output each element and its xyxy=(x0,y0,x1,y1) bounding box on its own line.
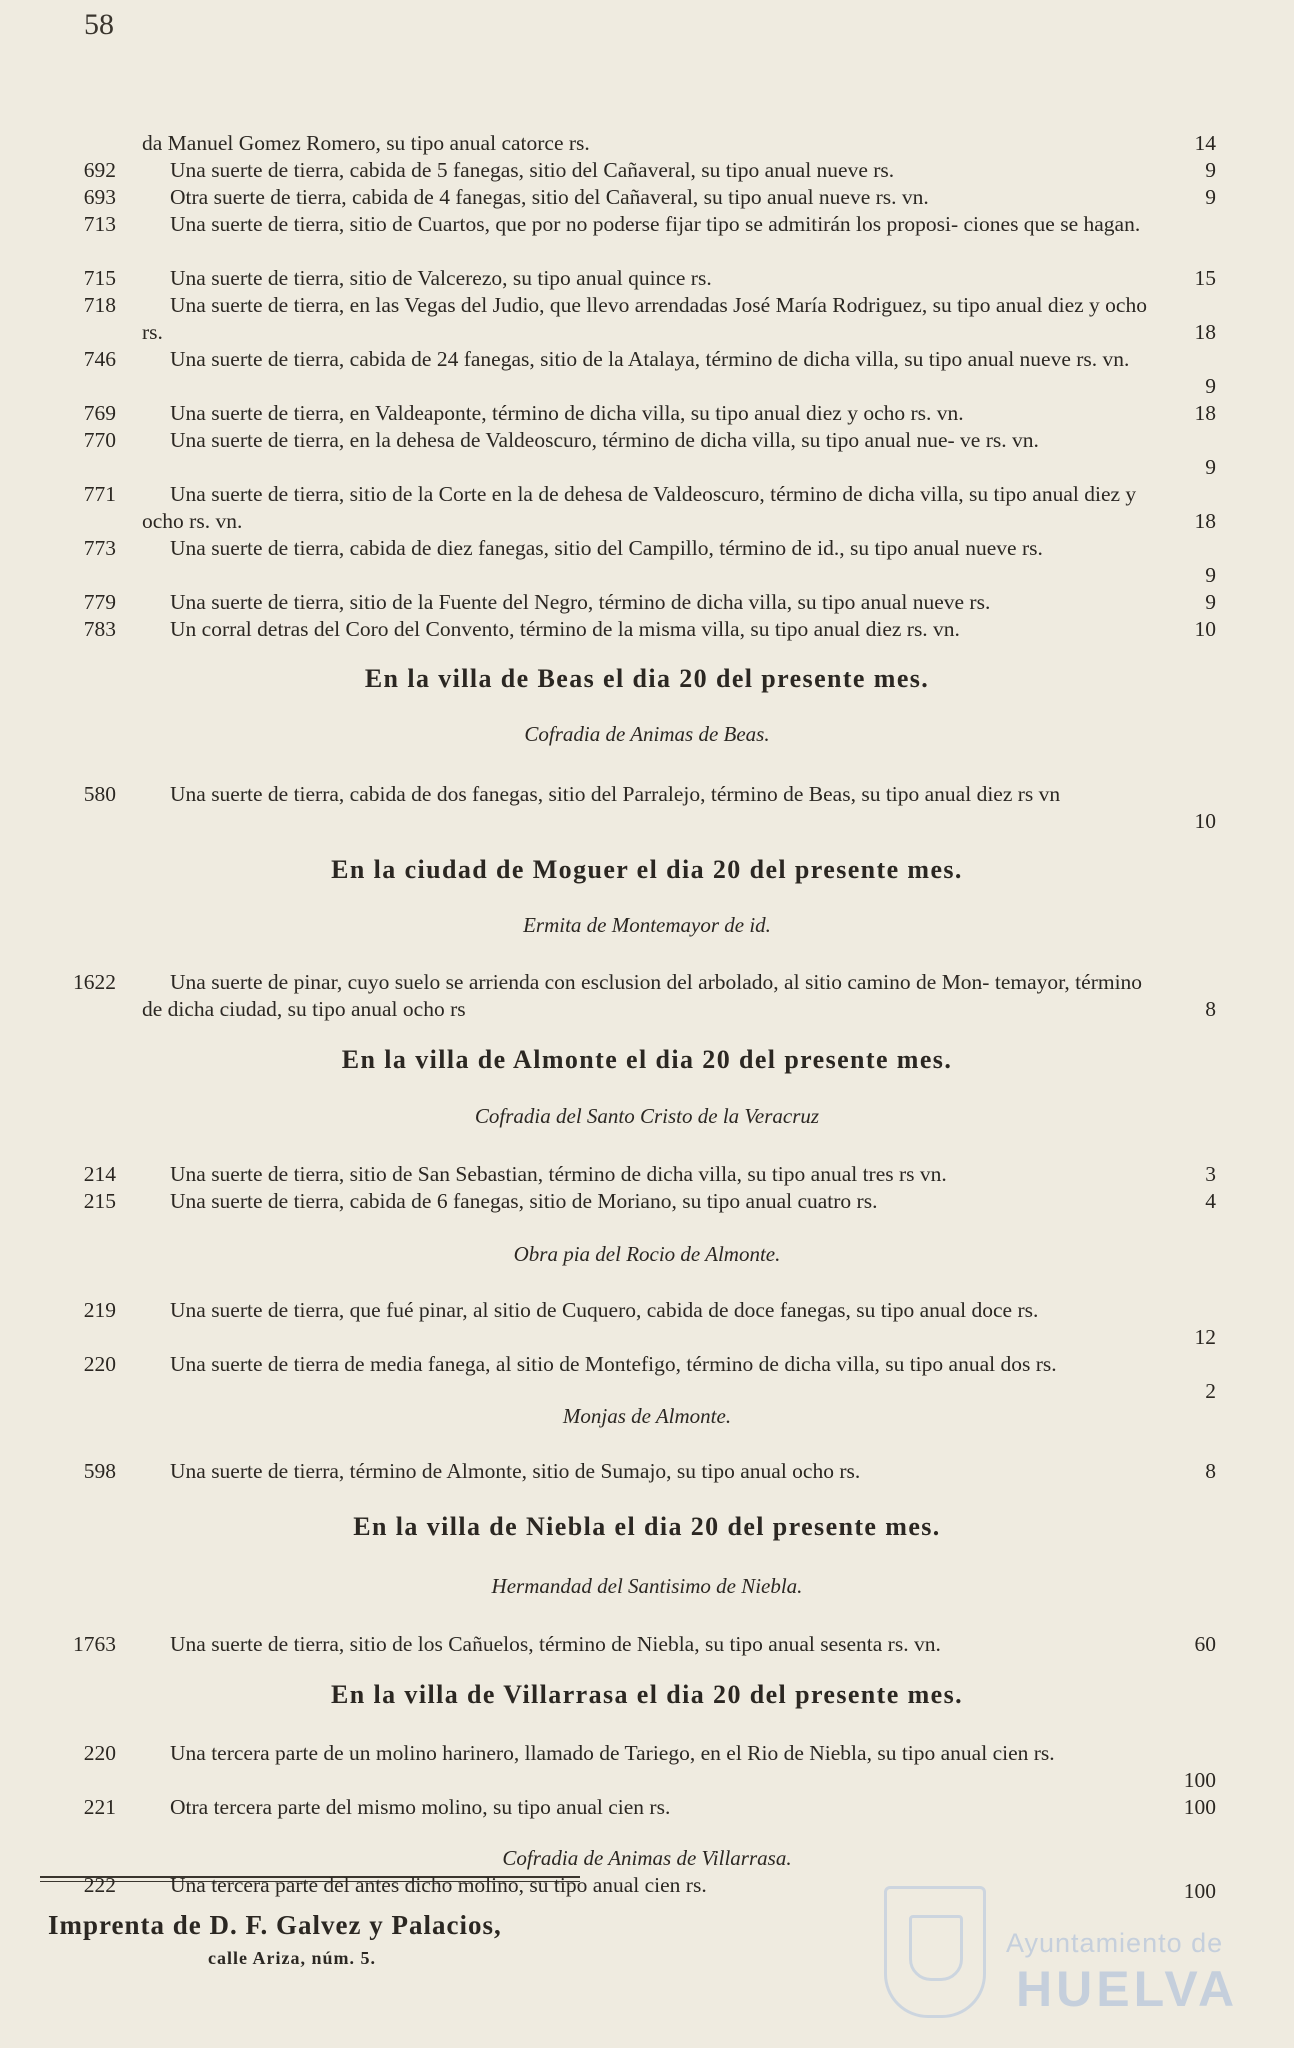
lot-description: Una suerte de tierra, cabida de dos fanegas, sitio del Parralejo, término de Beas, su tipo anual diez rs vn xyxy=(170,782,1061,806)
lot-description: Una suerte de tierra de media fanega, al sitio de Montefigo, término de dicha villa, su tipo anual dos rs. xyxy=(170,1352,1057,1376)
lot-description: Una suerte de tierra, cabida de 6 fanegas, sitio de Moriano, su tipo anual cuatro rs. xyxy=(170,1189,878,1213)
section-heading: En la villa de Niebla el dia 20 del presente mes. xyxy=(353,1512,941,1541)
lot-number: 598 xyxy=(83,1459,116,1483)
lot-description: Una suerte de tierra, sitio de la Fuente del Negro, término de dicha villa, su tipo anual nueve rs. xyxy=(170,590,991,614)
lot-number: 215 xyxy=(83,1189,116,1213)
section-subheading: Ermita de Montemayor de id. xyxy=(523,913,771,937)
lot-price: 9 xyxy=(1205,590,1216,614)
lot-number: 221 xyxy=(83,1795,116,1819)
section-heading: En la villa de Beas el dia 20 del presente mes. xyxy=(364,664,930,693)
lot-description: Otra suerte de tierra, cabida de 4 fanegas, sitio del Cañaveral, su tipo anual nueve rs. vn. xyxy=(170,185,929,209)
lot-number: 220 xyxy=(83,1741,116,1765)
lot-price: 12 xyxy=(1194,1325,1216,1349)
lot-number: 746 xyxy=(83,347,116,371)
lot-number: 222 xyxy=(83,1873,116,1897)
section-subheading: Cofradia de Animas de Beas. xyxy=(524,722,770,746)
lot-price: 10 xyxy=(1194,617,1216,641)
lot-price: 2 xyxy=(1205,1379,1216,1403)
lot-description: Una suerte de tierra, en Valdeaponte, término de dicha villa, su tipo anual diez y ocho rs. vn. xyxy=(170,401,964,425)
lot-number: 718 xyxy=(83,293,116,317)
section-subheading: Cofradia de Animas de Villarrasa. xyxy=(502,1846,792,1870)
lot-description: Una suerte de tierra, término de Almonte, sitio de Sumajo, su tipo anual ocho rs. xyxy=(170,1459,861,1483)
printer-address: calle Ariza, núm. 5. xyxy=(208,1948,376,1968)
lot-price: 100 xyxy=(1183,1768,1216,1792)
lot-description: Una tercera parte del antes dicho molino, su tipo anual cien rs. xyxy=(170,1873,707,1897)
lot-price: 14 xyxy=(1194,131,1216,155)
lot-number: 220 xyxy=(83,1352,116,1376)
lot-description: Un corral detras del Coro del Convento, término de la misma villa, su tipo anual diez rs. vn. xyxy=(170,617,960,641)
lot-number: 580 xyxy=(83,782,116,806)
lot-number: 693 xyxy=(83,185,116,209)
lot-price: 60 xyxy=(1194,1632,1216,1656)
lot-number: 769 xyxy=(83,401,116,425)
section-heading: En la villa de Almonte el dia 20 del presente mes. xyxy=(341,1045,953,1074)
lot-price: 4 xyxy=(1205,1189,1216,1213)
lot-price: 18 xyxy=(1194,509,1216,533)
lot-number: 219 xyxy=(83,1298,116,1322)
lot-description: Una suerte de tierra, cabida de diez fanegas, sitio del Campillo, término de id., su tipo anual nueve rs. xyxy=(170,536,1043,560)
lot-price: 100 xyxy=(1183,1879,1216,1903)
lot-number: 1763 xyxy=(73,1632,116,1656)
lot-description: Una suerte de tierra, sitio de San Sebastian, término de dicha villa, su tipo anual tres rs vn. xyxy=(170,1162,947,1186)
printer-imprint: Imprenta de D. F. Galvez y Palacios, xyxy=(48,1910,502,1940)
lot-description: Una suerte de pinar, cuyo suelo se arrienda con esclusion del arbolado, al sitio camino de Mon- temayor, término de dicha ciudad, su tipo anual ocho rs xyxy=(142,970,1143,1021)
lot-description: Una suerte de tierra, cabida de 5 fanegas, sitio del Cañaveral, su tipo anual nueve rs. xyxy=(170,158,895,182)
lot-number: 779 xyxy=(83,590,116,614)
lot-number: 770 xyxy=(83,428,116,452)
lot-price: 100 xyxy=(1183,1795,1216,1819)
lot-description: Una suerte de tierra, en las Vegas del Judio, que llevo arrendadas José María Rodriguez, su tipo anual diez y ocho rs. xyxy=(142,293,1147,344)
page-number: 58 xyxy=(84,8,114,41)
section-subheading: Monjas de Almonte. xyxy=(562,1404,732,1428)
lot-price: 9 xyxy=(1205,374,1216,398)
lot-price: 9 xyxy=(1205,158,1216,182)
lot-description: Una suerte de tierra, sitio de los Cañuelos, término de Niebla, su tipo anual sesenta rs. vn. xyxy=(170,1632,941,1656)
lot-description: Una suerte de tierra, en la dehesa de Valdeoscuro, término de dicha villa, su tipo anual nue- ve rs. vn. xyxy=(170,428,1039,452)
lot-number: 773 xyxy=(83,536,116,560)
lot-price: 18 xyxy=(1194,401,1216,425)
watermark-text: Ayuntamiento de xyxy=(1006,1928,1224,1958)
section-subheading: Obra pia del Rocio de Almonte. xyxy=(513,1242,781,1266)
section-heading: En la ciudad de Moguer el dia 20 del presente mes. xyxy=(331,855,963,884)
watermark-seal-icon xyxy=(884,1886,986,2018)
section-heading: En la villa de Villarrasa el dia 20 del presente mes. xyxy=(331,1680,963,1709)
watermark-logo-text: HUELVA xyxy=(1016,1961,1239,2017)
lot-description: Una suerte de tierra, sitio de Valcerezo, su tipo anual quince rs. xyxy=(170,266,712,290)
lot-price: 18 xyxy=(1194,320,1216,344)
lot-description: Una suerte de tierra, sitio de la Corte en la de dehesa de Valdeoscuro, término de dicha villa, su tipo anual diez y ocho rs. vn. xyxy=(142,482,1137,533)
lot-number: 715 xyxy=(83,266,116,290)
section-subheading: Hermandad del Santisimo de Niebla. xyxy=(491,1574,803,1598)
lot-number: 783 xyxy=(83,617,116,641)
lot-price: 9 xyxy=(1205,563,1216,587)
lot-price: 8 xyxy=(1205,997,1216,1021)
lot-number: 713 xyxy=(83,212,116,236)
lot-description: Una suerte de tierra, que fué pinar, al sitio de Cuquero, cabida de doce fanegas, su tipo anual doce rs. xyxy=(170,1298,1039,1322)
lot-price: 8 xyxy=(1205,1459,1216,1483)
lot-description: Una suerte de tierra, cabida de 24 fanegas, sitio de la Atalaya, término de dicha villa, su tipo anual nueve rs. vn. xyxy=(170,347,1130,371)
lot-description: Una suerte de tierra, sitio de Cuartos, que por no poderse fijar tipo se admitirán los proposi- ciones que se hagan. xyxy=(170,212,1141,236)
lot-price: 3 xyxy=(1205,1162,1216,1186)
lot-number: 771 xyxy=(83,482,116,506)
lot-price: 10 xyxy=(1194,809,1216,833)
lot-number: 214 xyxy=(83,1162,116,1186)
lot-price: 9 xyxy=(1205,455,1216,479)
lot-number: 692 xyxy=(83,158,116,182)
lot-price: 9 xyxy=(1205,185,1216,209)
lot-description: Una tercera parte de un molino harinero, llamado de Tariego, en el Rio de Niebla, su tipo anual cien rs. xyxy=(170,1741,1055,1765)
lot-description: Otra tercera parte del mismo molino, su tipo anual cien rs. xyxy=(170,1795,671,1819)
lot-number: 1622 xyxy=(73,970,116,994)
lot-price: 15 xyxy=(1194,266,1216,290)
lot-description: da Manuel Gomez Romero, su tipo anual catorce rs. xyxy=(142,131,590,155)
section-subheading: Cofradia del Santo Cristo de la Veracruz xyxy=(474,1104,820,1128)
